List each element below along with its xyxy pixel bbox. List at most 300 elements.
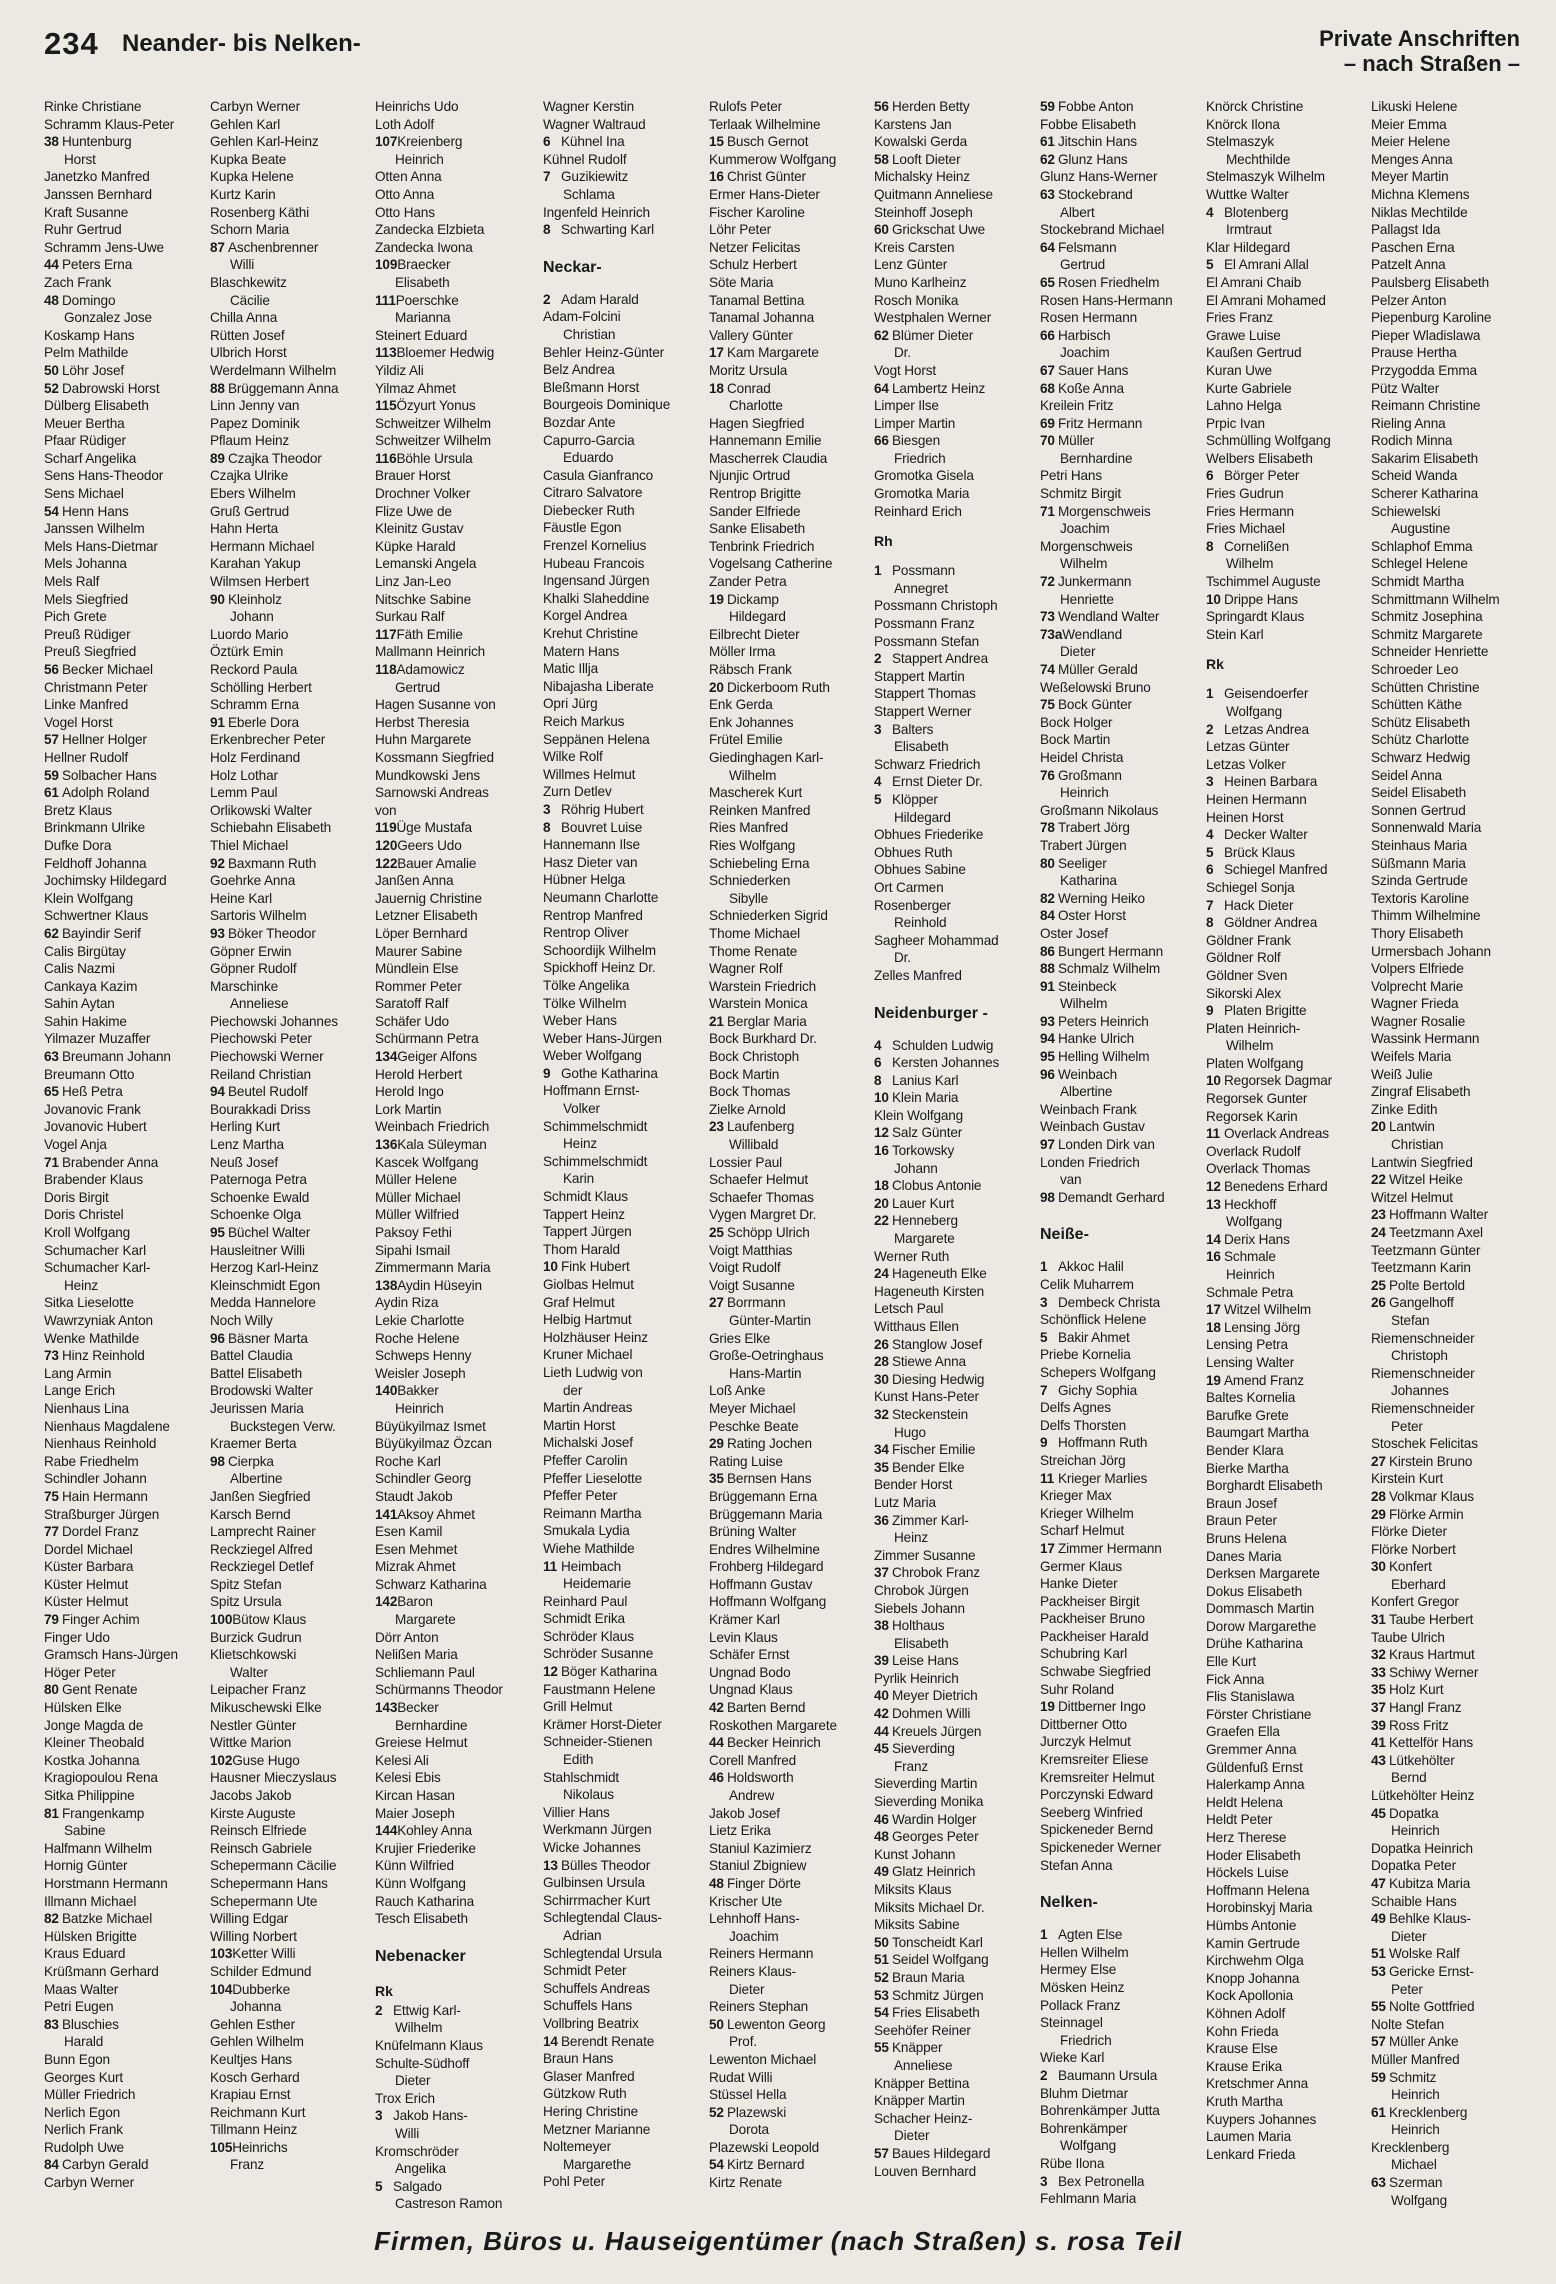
resident-name: Petri Hans	[1040, 468, 1102, 484]
resident-name: Joachim	[1060, 345, 1110, 361]
directory-entry	[874, 503, 1037, 521]
resident-name: Londen Dirk van	[1058, 1137, 1155, 1153]
resident-name: Bock Günter	[1058, 697, 1132, 713]
resident-name: Hülsken Brigitte	[44, 1928, 137, 1944]
resident-name: Linn Jenny van	[210, 398, 300, 414]
resident-name: Heinrich	[1391, 2122, 1440, 2138]
resident-name: Sens Hans-Theodor	[44, 468, 164, 484]
directory-entry	[375, 221, 538, 239]
directory-entry	[210, 1066, 373, 1084]
resident-name: Tillmann Heinz	[210, 2122, 298, 2138]
resident-name: Nelißen Maria	[375, 1647, 458, 1663]
resident-name: Reimann Christine	[1371, 398, 1481, 414]
house-number: 80	[44, 1682, 59, 1698]
directory-entry	[874, 1652, 1037, 1670]
resident-name: Baron	[397, 1594, 433, 1610]
resident-name: Augustine	[1391, 521, 1451, 537]
resident-name: Dembeck Christa	[1058, 1294, 1160, 1310]
resident-name: Peter	[1391, 1981, 1423, 1997]
house-number: 98	[1040, 1189, 1055, 1205]
resident-name: Gehlen Karl	[210, 116, 281, 132]
house-number: 54	[709, 2157, 724, 2173]
directory-entry	[1371, 1400, 1534, 1418]
entry-continuation	[210, 1998, 373, 2016]
directory-entry	[375, 2037, 538, 2055]
directory-entry	[709, 2139, 872, 2157]
house-number: 143	[375, 1700, 398, 1716]
house-number: 57	[874, 2145, 889, 2161]
resident-name: Willing Norbert	[210, 1928, 297, 1944]
resident-name: Pyrlik Heinrich	[874, 1670, 959, 1686]
directory-entry	[44, 608, 207, 626]
resident-name: Heidel Christa	[1040, 749, 1124, 765]
resident-name: Kleiner Theobald	[44, 1735, 145, 1751]
directory-entry	[375, 802, 538, 820]
house-number: 6	[1206, 862, 1214, 878]
resident-name: Kaußen Gertrud	[1206, 345, 1302, 361]
resident-name: Batzke Michael	[62, 1911, 153, 1927]
directory-entry	[709, 1330, 872, 1348]
resident-name: Illmann Michael	[44, 1893, 137, 1909]
resident-name: Scherer Katharina	[1371, 486, 1479, 502]
house-number: 32	[874, 1406, 889, 1422]
resident-name: Lütkehölter Heinz	[1371, 1788, 1475, 1803]
resident-name: Vollbring Beatrix	[543, 2015, 639, 2031]
directory-entry	[1371, 538, 1534, 556]
directory-entry	[1040, 1522, 1203, 1540]
directory-entry	[1040, 767, 1203, 785]
resident-name: Thimm Wilhelmine	[1371, 908, 1481, 924]
directory-entry	[1206, 204, 1369, 222]
resident-name: Irmtraut	[1226, 222, 1272, 238]
entry-continuation	[1371, 1136, 1534, 1154]
directory-entry	[1040, 168, 1203, 186]
directory-entry	[1040, 415, 1203, 433]
directory-entry	[1206, 1319, 1369, 1337]
directory-entry	[210, 1083, 373, 1101]
resident-name: Baltes Kornelia	[1206, 1390, 1296, 1406]
directory-entry	[1371, 1189, 1534, 1207]
resident-name: Schilder Edmund	[210, 1963, 312, 1979]
resident-name: Staudt Jakob	[375, 1488, 453, 1504]
resident-name: Yildiz Ali	[375, 362, 424, 378]
resident-name: Thome Michael	[709, 925, 800, 941]
resident-name: Kromschröder	[375, 2143, 459, 2159]
directory-entry	[1206, 685, 1369, 703]
house-number: 100	[210, 1612, 233, 1628]
resident-name: Löhr Peter	[709, 222, 771, 238]
directory-entry	[375, 1734, 538, 1752]
directory-entry	[1206, 756, 1369, 774]
resident-name: Tanamal Johanna	[709, 310, 815, 326]
directory-entry	[1206, 2128, 1369, 2146]
directory-entry	[375, 503, 538, 521]
directory-entry	[543, 1241, 706, 1259]
directory-entry	[1371, 1523, 1534, 1541]
house-number: 41	[1371, 1735, 1386, 1751]
resident-name: Enk Johannes	[709, 714, 794, 730]
directory-entry	[1206, 133, 1369, 151]
resident-name: Huntenburg	[62, 134, 132, 150]
resident-name: Voigt Rudolf	[709, 1260, 781, 1276]
directory-entry	[44, 1576, 207, 1594]
directory-entry	[44, 1400, 207, 1418]
resident-name: Preuß Siegfried	[44, 644, 137, 660]
resident-name: Nienhaus Lina	[44, 1400, 129, 1416]
resident-name: Amend Franz	[1224, 1372, 1304, 1388]
directory-entry	[210, 819, 373, 837]
resident-name: Greiese Helmut	[375, 1735, 468, 1751]
resident-name: Küster Barbara	[44, 1559, 134, 1575]
directory-entry	[543, 995, 706, 1013]
directory-entry	[375, 292, 538, 310]
directory-entry	[1206, 2040, 1369, 2058]
directory-entry	[1371, 2016, 1534, 2034]
directory-entry	[375, 1171, 538, 1189]
resident-name: Weifels Maria	[1371, 1049, 1452, 1065]
directory-entry	[1040, 1346, 1203, 1364]
resident-name: Schramm Jens-Uwe	[44, 239, 164, 255]
directory-entry	[709, 960, 872, 978]
directory-entry	[210, 1347, 373, 1365]
directory-entry	[1040, 2190, 1203, 2208]
directory-entry	[210, 960, 373, 978]
house-number: 9	[1206, 1003, 1214, 1019]
directory-entry	[1040, 1066, 1203, 1084]
resident-name: Kühnel Rudolf	[543, 151, 627, 167]
directory-entry	[1371, 151, 1534, 169]
resident-name: Hanke Ulrich	[1058, 1031, 1135, 1047]
directory-entry	[874, 1124, 1037, 1142]
resident-name: Gehlen Esther	[210, 2016, 295, 2032]
resident-name: Weßelowski Bruno	[1040, 679, 1151, 695]
house-number: 4	[1206, 827, 1214, 843]
footer-note: Firmen, Büros u. Hauseigentümer (nach Straßen) s. rosa Teil	[374, 2226, 1182, 2256]
resident-name: Sitka Philippine	[44, 1788, 135, 1803]
resident-name: Küpke Harald	[375, 538, 456, 554]
resident-name: Rating Jochen	[727, 1436, 812, 1452]
directory-entry	[1040, 1258, 1203, 1276]
resident-name: Willi	[230, 257, 255, 273]
resident-name: Obhues Ruth	[874, 844, 953, 860]
directory-entry	[543, 2015, 706, 2033]
resident-name: Elle Kurt	[1206, 1654, 1257, 1670]
resident-name: Derix Hans	[1224, 1231, 1290, 1247]
resident-name: Zelles Manfred	[874, 967, 962, 983]
house-number: 53	[1371, 1963, 1386, 1979]
resident-name: Giedinghagen Karl-	[709, 749, 824, 765]
directory-entry	[709, 2069, 872, 2087]
resident-name: Seppänen Helena	[543, 731, 650, 747]
resident-name: Ungnad Bodo	[709, 1664, 791, 1680]
house-number: 19	[709, 591, 724, 607]
directory-entry	[44, 1646, 207, 1664]
resident-name: Fries Gudrun	[1206, 486, 1284, 502]
resident-name: Göldner Andrea	[1224, 915, 1318, 931]
resident-name: Klar Hildegard	[1206, 239, 1291, 255]
resident-name: Witzel Wilhelm	[1224, 1302, 1312, 1318]
resident-name: Schlama	[563, 186, 615, 202]
directory-entry	[1040, 1311, 1203, 1329]
resident-name: Lieth Ludwig von	[543, 1364, 643, 1380]
house-number: 39	[874, 1653, 889, 1669]
directory-entry	[210, 2121, 373, 2139]
house-number: 62	[1040, 151, 1055, 167]
directory-entry	[1371, 467, 1534, 485]
resident-name: Morgenschweis	[1040, 538, 1133, 554]
directory-entry	[210, 1558, 373, 1576]
resident-name: Karstens Jan	[874, 116, 952, 132]
resident-name: Stefan Anna	[1040, 1857, 1113, 1873]
directory-entry	[874, 1265, 1037, 1283]
resident-name: Geisendoerfer	[1224, 686, 1309, 702]
resident-name: Hagen Susanne von	[375, 697, 496, 713]
directory-entry	[543, 2173, 706, 2191]
directory-entry	[375, 380, 538, 398]
entry-continuation	[543, 1927, 706, 1945]
directory-entry	[709, 1875, 872, 1893]
resident-name: Gremmer Anna	[1206, 1742, 1297, 1758]
directory-entry	[44, 1611, 207, 1629]
directory-entry	[1371, 2104, 1534, 2122]
directory-entry	[210, 943, 373, 961]
resident-name: Plazewski Leopold	[709, 2139, 820, 2155]
page-number: 234	[44, 26, 99, 61]
directory-entry	[543, 1628, 706, 1646]
resident-name: Elisabeth	[894, 1635, 949, 1651]
resident-name: Wilhelm	[1060, 556, 1108, 572]
resident-name: Lambertz Heinz	[892, 380, 986, 396]
entry-continuation	[1206, 1213, 1369, 1231]
resident-name: Platen Brigitte	[1224, 1003, 1307, 1019]
directory-entry	[543, 572, 706, 590]
directory-entry	[210, 239, 373, 257]
resident-name: Delfs Thorsten	[1040, 1417, 1127, 1433]
directory-entry	[210, 116, 373, 134]
resident-name: Schroeder Leo	[1371, 662, 1459, 677]
resident-name: Helling Wilhelm	[1058, 1049, 1150, 1065]
house-number: 36	[874, 1512, 889, 1528]
spacer	[543, 281, 706, 291]
directory-entry	[210, 679, 373, 697]
resident-name: Sanke Elisabeth	[709, 521, 805, 537]
directory-entry	[874, 1600, 1037, 1618]
house-number: 61	[1040, 134, 1055, 150]
directory-entry	[1206, 2075, 1369, 2093]
directory-entry	[709, 380, 872, 398]
directory-entry	[543, 133, 706, 151]
resident-name: Kragiopoulou Rena	[44, 1770, 158, 1786]
house-number: 52	[44, 380, 59, 396]
resident-name: Sartoris Wilhelm	[210, 908, 307, 924]
resident-name: Pelm Mathilde	[44, 345, 129, 361]
resident-name: Stelmaszyk	[1206, 134, 1274, 150]
resident-name: Dabrowski Horst	[62, 380, 160, 396]
directory-entry	[709, 837, 872, 855]
directory-entry	[709, 1717, 872, 1735]
resident-name: Flörke Armin	[1389, 1506, 1464, 1522]
resident-name: Paulsberg Elisabeth	[1371, 274, 1490, 290]
directory-entry	[1206, 520, 1369, 538]
directory-column	[543, 98, 706, 2191]
resident-name: Tappert Jürgen	[543, 1224, 632, 1240]
directory-entry	[375, 767, 538, 785]
resident-name: Werner Ruth	[874, 1248, 950, 1264]
directory-entry	[543, 590, 706, 608]
house-number: 76	[1040, 767, 1055, 783]
resident-name: Weinbach Frank	[1040, 1101, 1137, 1117]
directory-entry	[709, 1101, 872, 1119]
resident-name: Frütel Emilie	[709, 732, 783, 748]
directory-entry	[1040, 1136, 1203, 1154]
entry-continuation	[1040, 1083, 1203, 1101]
directory-entry	[543, 713, 706, 731]
directory-entry	[543, 2121, 706, 2139]
resident-name: Christ Günter	[727, 169, 806, 185]
resident-name: El Amrani Mohamed	[1206, 292, 1326, 308]
resident-name: Prof.	[729, 2034, 757, 2050]
directory-entry	[874, 967, 1037, 985]
resident-name: Hausleitner Willi	[210, 1242, 305, 1258]
resident-name: Rentrop Brigitte	[709, 486, 802, 502]
directory-entry	[1371, 2069, 1534, 2087]
resident-name: Krause Erika	[1206, 2058, 1283, 2074]
resident-name: Klein Wolfgang	[874, 1107, 964, 1123]
resident-name: Szerman	[1389, 2175, 1443, 2191]
resident-name: Johann	[230, 609, 274, 625]
resident-name: Neumann Charlotte	[543, 889, 659, 905]
directory-entry	[1206, 985, 1369, 1003]
house-number: 119	[375, 820, 397, 836]
resident-name: Reinsch Elfriede	[210, 1823, 307, 1839]
house-number: 37	[1371, 1700, 1386, 1716]
resident-name: Czajka Theodor	[228, 450, 322, 466]
directory-entry	[210, 98, 373, 116]
resident-name: Feldhoff Johanna	[44, 855, 147, 871]
resident-name: Kleinitz Gustav	[375, 521, 464, 537]
directory-entry	[1371, 1664, 1534, 1682]
house-number: 15	[709, 134, 724, 150]
directory-entry	[1206, 397, 1369, 415]
resident-name: Schmülling Wolfgang	[1206, 433, 1331, 449]
resident-name: Volprecht Marie	[1371, 978, 1464, 994]
resident-name: Vogel Anja	[44, 1137, 107, 1153]
resident-name: Öztürk Emin	[210, 644, 284, 660]
resident-name: Konfert Gregor	[1371, 1594, 1459, 1610]
resident-name: Schütten Christine	[1371, 679, 1480, 695]
directory-entry	[44, 837, 207, 855]
directory-entry	[210, 925, 373, 943]
directory-entry	[44, 1418, 207, 1436]
entry-continuation	[1040, 2137, 1203, 2155]
resident-name: Schaefer Thomas	[709, 1189, 814, 1205]
resident-name: Zimmermann Maria	[375, 1260, 491, 1276]
directory-entry	[709, 2104, 872, 2122]
resident-name: Hellner Rudolf	[44, 749, 129, 765]
house-number: 59	[1040, 99, 1055, 114]
resident-name: Obhues Friederike	[874, 827, 984, 843]
directory-entry	[874, 861, 1037, 879]
resident-name: Dr.	[894, 345, 911, 361]
directory-entry	[375, 538, 538, 556]
directory-entry	[375, 2178, 538, 2196]
resident-name: Straßburger Jürgen	[44, 1506, 160, 1522]
directory-entry	[1206, 1952, 1369, 1970]
resident-name: Linz Jan-Leo	[375, 574, 452, 590]
resident-name: Katharina	[1060, 873, 1117, 889]
directory-entry	[375, 749, 538, 767]
directory-entry	[44, 925, 207, 943]
directory-entry	[44, 555, 207, 573]
directory-entry	[709, 1347, 872, 1365]
directory-entry	[375, 1910, 538, 1928]
house-number: 105	[210, 2139, 233, 2155]
directory-entry	[210, 1541, 373, 1559]
directory-entry	[874, 1811, 1037, 1829]
resident-name: Heinrich	[395, 151, 444, 167]
resident-name: Schäfer Udo	[375, 1013, 449, 1029]
directory-entry	[874, 932, 1037, 950]
resident-name: Luordo Mario	[210, 626, 289, 642]
directory-entry	[1040, 2067, 1203, 2085]
directory-entry	[44, 2121, 207, 2139]
directory-entry	[874, 2022, 1037, 2040]
resident-name: Klietschkowski	[210, 1647, 297, 1663]
house-number: 46	[874, 1811, 889, 1827]
directory-entry	[44, 344, 207, 362]
resident-name: Witzel Helmut	[1371, 1189, 1453, 1205]
directory-entry	[375, 890, 538, 908]
resident-name: Schepermann Ute	[210, 1893, 318, 1909]
house-number: 3	[543, 801, 551, 817]
resident-name: Brodowski Walter	[210, 1383, 313, 1399]
resident-name: Marschinke	[210, 978, 279, 994]
directory-entry	[44, 204, 207, 222]
resident-name: Solbacher Hans	[62, 767, 157, 783]
house-number: 33	[1371, 1664, 1386, 1680]
resident-name: Kascek Wolfgang	[375, 1154, 479, 1170]
resident-name: Limper Martin	[874, 415, 956, 431]
directory-entry	[709, 1453, 872, 1471]
resident-name: Becker Heinrich	[727, 1735, 821, 1751]
directory-entry	[1371, 643, 1534, 661]
directory-entry	[874, 1318, 1037, 1336]
directory-entry	[375, 1312, 538, 1330]
entry-continuation	[1371, 2121, 1534, 2139]
directory-entry	[1206, 1284, 1369, 1302]
directory-entry	[874, 597, 1037, 615]
resident-name: Kruth Martha	[1206, 2093, 1283, 2109]
house-number: 5	[375, 2178, 383, 2194]
resident-name: Kuypers Johannes	[1206, 2111, 1317, 2127]
directory-entry	[543, 1645, 706, 1663]
directory-entry	[709, 1611, 872, 1629]
directory-entry	[874, 239, 1037, 257]
directory-entry	[44, 327, 207, 345]
directory-entry	[1206, 1565, 1369, 1583]
resident-name: Hageneuth Kirsten	[874, 1283, 985, 1299]
house-number: 7	[1206, 897, 1214, 913]
resident-name: Kirstein Kurt	[1371, 1471, 1444, 1487]
resident-name: Wolfgang	[1226, 1214, 1282, 1230]
directory-entry	[1371, 591, 1534, 609]
resident-name: Tölke Angelika	[543, 977, 630, 993]
resident-name: Lenkard Frieda	[1206, 2146, 1296, 2162]
resident-name: Chrobok Franz	[892, 1565, 980, 1581]
resident-name: Schumacher Karl-	[44, 1260, 151, 1276]
resident-name: Czajka Ulrike	[210, 468, 289, 484]
directory-entry	[44, 397, 207, 415]
